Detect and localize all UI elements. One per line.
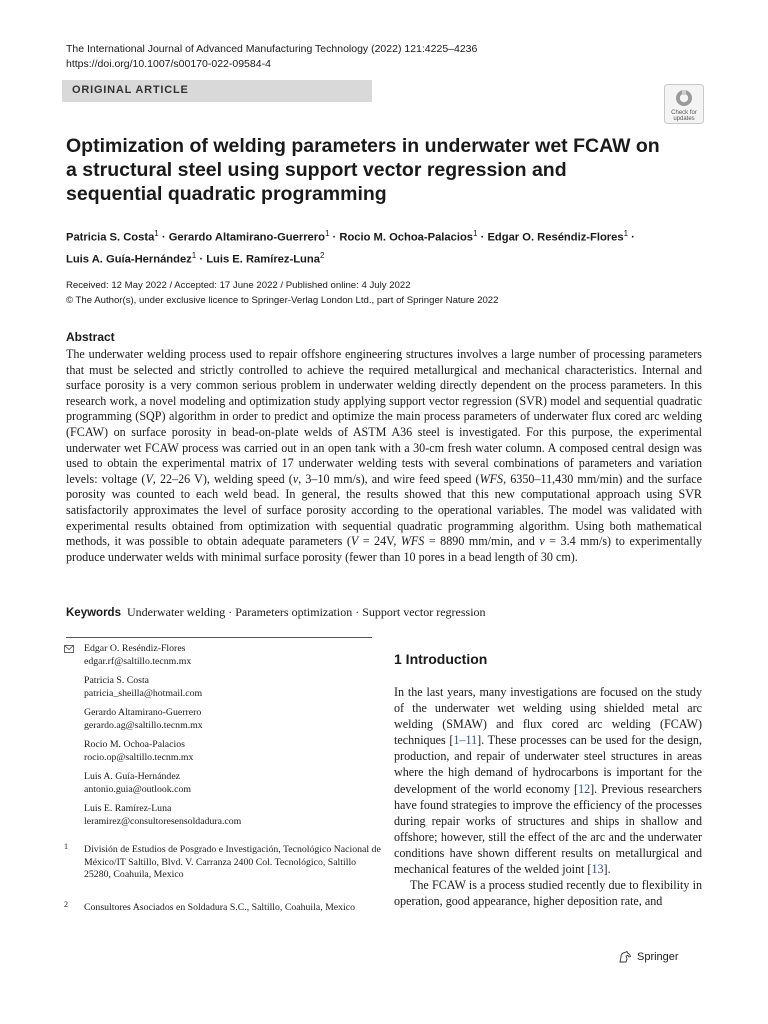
introduction-heading: 1 Introduction	[394, 651, 488, 667]
author-affiliation: 1	[154, 229, 159, 238]
affiliation-number: 2	[64, 900, 68, 909]
keywords	[66, 605, 706, 620]
keywords-text: Underwater welding · Parameters optimization · Support vector regression	[126, 605, 486, 619]
author-name[interactable]: Edgar O. Reséndiz-Flores	[487, 231, 624, 244]
footnote-divider	[66, 637, 372, 638]
intro-text: In the last years, many investigations are focused on the study of the underwater wet welding using shielded metal arc welding (SMAW) and flux cored arc welding (FCAW) techniques [	[394, 685, 702, 748]
check-for-updates-badge[interactable]	[664, 84, 704, 124]
author-affiliation: 1	[473, 229, 478, 238]
article-type-label: ORIGINAL ARTICLE	[72, 84, 189, 96]
article-title: Optimization of welding parameters in underwater wet FCAW on a structural steel using support vector regression and sequential quadratic programming	[66, 135, 660, 205]
abstract-heading: Abstract	[66, 330, 115, 344]
affiliation-number: 1	[64, 842, 68, 851]
intro-paragraph	[394, 684, 702, 877]
publication-dates	[66, 278, 706, 308]
abstract-text: , 3–10 mm/s), and wire feed speed (	[298, 471, 480, 486]
abstract-symbol: WFS	[479, 471, 504, 486]
introduction-body	[394, 684, 702, 909]
affiliation-text: Consultores Asociados en Soldadura S.C., Saltillo, Coahuila, Mexico	[84, 902, 356, 913]
contact-email[interactable]: leramirez@consultoresensoldadura.com	[84, 815, 242, 827]
badge-line-1: Check for	[671, 110, 697, 116]
author-name[interactable]: Gerardo Altamirano-Guerrero	[168, 231, 325, 244]
publisher-name: Springer	[637, 951, 679, 963]
contact-entry	[84, 739, 193, 764]
contact-entry	[84, 803, 241, 828]
contact-email[interactable]: antonio.guia@outlook.com	[84, 783, 191, 795]
contact-name: Luis A. Guía-Hernández	[84, 771, 181, 782]
check-for-updates-icon	[664, 84, 704, 124]
contact-name: Edgar O. Reséndiz-Flores	[84, 643, 186, 654]
contact-entry	[84, 643, 191, 668]
author-affiliation: 2	[319, 250, 325, 260]
envelope-icon	[64, 645, 74, 653]
author-affiliation: 1	[324, 229, 330, 238]
abstract-symbol: v	[292, 471, 299, 486]
abstract-text: = 3.4 mm/s) to experimentally produce underwater welds with minimal surface porosity (fewer than 10 pores in a bead length of 30 cm).	[66, 534, 702, 564]
abstract-text: = 24V,	[358, 534, 401, 549]
affiliation-text: División de Estudios de Posgrado e Investigación, Tecnológico Nacional de México/IT Saltillo, Blvd. V. Carranza 2400 Col. Tecnológico, Saltillo 25280, Coahuila, Mexico	[84, 844, 381, 880]
contact-name: Patricia S. Costa	[84, 675, 150, 686]
badge-line-2: updates	[673, 116, 695, 122]
intro-text: ]. These processes can be used for the design, production, and repair of underwater steel structures in areas where the high demand of hydrocarbons is important for the development of the world economy [	[394, 733, 702, 796]
reference-link[interactable]: 1–11	[453, 733, 478, 748]
springer-horse-icon	[618, 951, 632, 963]
article-type-banner	[62, 80, 372, 102]
intro-paragraph: The FCAW is a process studied recently due to flexibility in operation, good appearance, higher deposition rate, and	[394, 878, 702, 909]
publisher-footer	[618, 951, 679, 963]
journal-header	[66, 42, 477, 72]
contact-email[interactable]: edgar.rf@saltillo.tecnm.mx	[84, 655, 192, 667]
contact-email[interactable]: patricia_sheilla@hotmail.com	[84, 687, 203, 699]
author-name[interactable]: Luis A. Guía-Hernández	[66, 253, 192, 266]
abstract-text: , 6350–11,430 mm/min) and the surface porosity was counted to each weld bead. In general, the results showed that this new computational approach using SVR satisfactorily approximates the level of surface porosity according to the operational variables. The model was validated with experimental results obtained from optimization with sequential quadratic programming algorithm. Using both mathematical methods, it was possible to obtain adequate parameters (	[66, 471, 702, 549]
author-name[interactable]: Patricia S. Costa	[66, 231, 155, 244]
abstract-text: The underwater welding process used to repair offshore engineering structures involves a large number of processing parameters that must be selected and strictly controlled to achieve the required metallurgical and mechanical characteristics. Internal and surface porosity is a very common serious problem in underwater welding directly dependent on the process parameters. In this research work, a novel modeling and optimization study applying support vector regression (SVR) model and sequential quadratic programming (SQP) algorithm in order to predict and optimize the main process parameters of underwater flux cored arc welding (FCAW) on surface porosity in bead-on-plate welds of ASTM A36 steel is investigated. For this purpose, the experimental underwater wet FCAW process was carried out in an open tank with a 30-cm fresh water column. A composed central design was used to obtain the experimental matrix of 17 underwater welding tests with several combinations of parameters and variation levels: voltage (	[66, 347, 702, 486]
author-name[interactable]: Luis E. Ramírez-Luna	[206, 253, 320, 266]
doi-link[interactable]: https://doi.org/10.1007/s00170-022-09584-4	[66, 58, 271, 70]
copyright-line: © The Author(s), under exclusive licence to Springer-Verlag London Ltd., part of Springer Nature 2022	[66, 295, 499, 306]
author-list: Patricia S. Costa$^1$ · Gerardo Altamirano-Guerrero$^1$ · Rocio M. Ochoa-Palacios$^1$ · Edgar O. Reséndiz-Flores$^1$ · Luis A. Guía-Hernández$^1$ · Luis E. Ramírez-Luna$^2$	[66, 229, 635, 266]
journal-citation: The International Journal of Advanced Manufacturing Technology (2022) 121:4225–4236	[66, 43, 478, 55]
dates-line: Received: 12 May 2022 / Accepted: 17 June 2022 / Published online: 4 July 2022	[66, 280, 411, 291]
author-affiliation: 1	[191, 250, 197, 260]
intro-text: ]. Previous researchers have found strategies to improve the efficiency of the processes during repair works of structures and ships in shallow and offshore; however, still the effect of the arc and the underwater conditions have shown different results on metallurgical and mechanical features of the welded joint [	[394, 781, 702, 877]
abstract-symbol: WFS	[400, 534, 425, 549]
contact-entry	[84, 675, 202, 700]
contact-name: Luis E. Ramírez-Luna	[84, 803, 172, 814]
contact-email[interactable]: rocio.op@saltillo.tecnm.mx	[84, 751, 194, 763]
contact-name: Rocio M. Ochoa-Palacios	[84, 739, 185, 750]
contact-email[interactable]: gerardo.ag@saltillo.tecnm.mx	[84, 719, 203, 731]
author-name[interactable]: Rocio M. Ochoa-Palacios	[339, 231, 474, 244]
contact-name: Gerardo Altamirano-Guerrero	[84, 707, 202, 718]
abstract-symbol: V	[350, 534, 359, 549]
intro-text: ].	[603, 862, 611, 877]
reference-link[interactable]: 12	[578, 781, 591, 796]
abstract-text: , 22–26 V), welding speed (	[152, 471, 293, 486]
abstract-body	[66, 347, 702, 565]
abstract-text: = 8890 mm/min, and	[424, 534, 540, 549]
keywords-label: Keywords	[66, 607, 121, 619]
contact-entry	[84, 707, 203, 732]
author-affiliation: 1	[623, 229, 629, 238]
abstract-symbol: V	[145, 471, 153, 486]
reference-link[interactable]: 13	[591, 862, 604, 877]
contact-entry	[84, 771, 191, 796]
abstract-symbol: v	[539, 534, 545, 549]
